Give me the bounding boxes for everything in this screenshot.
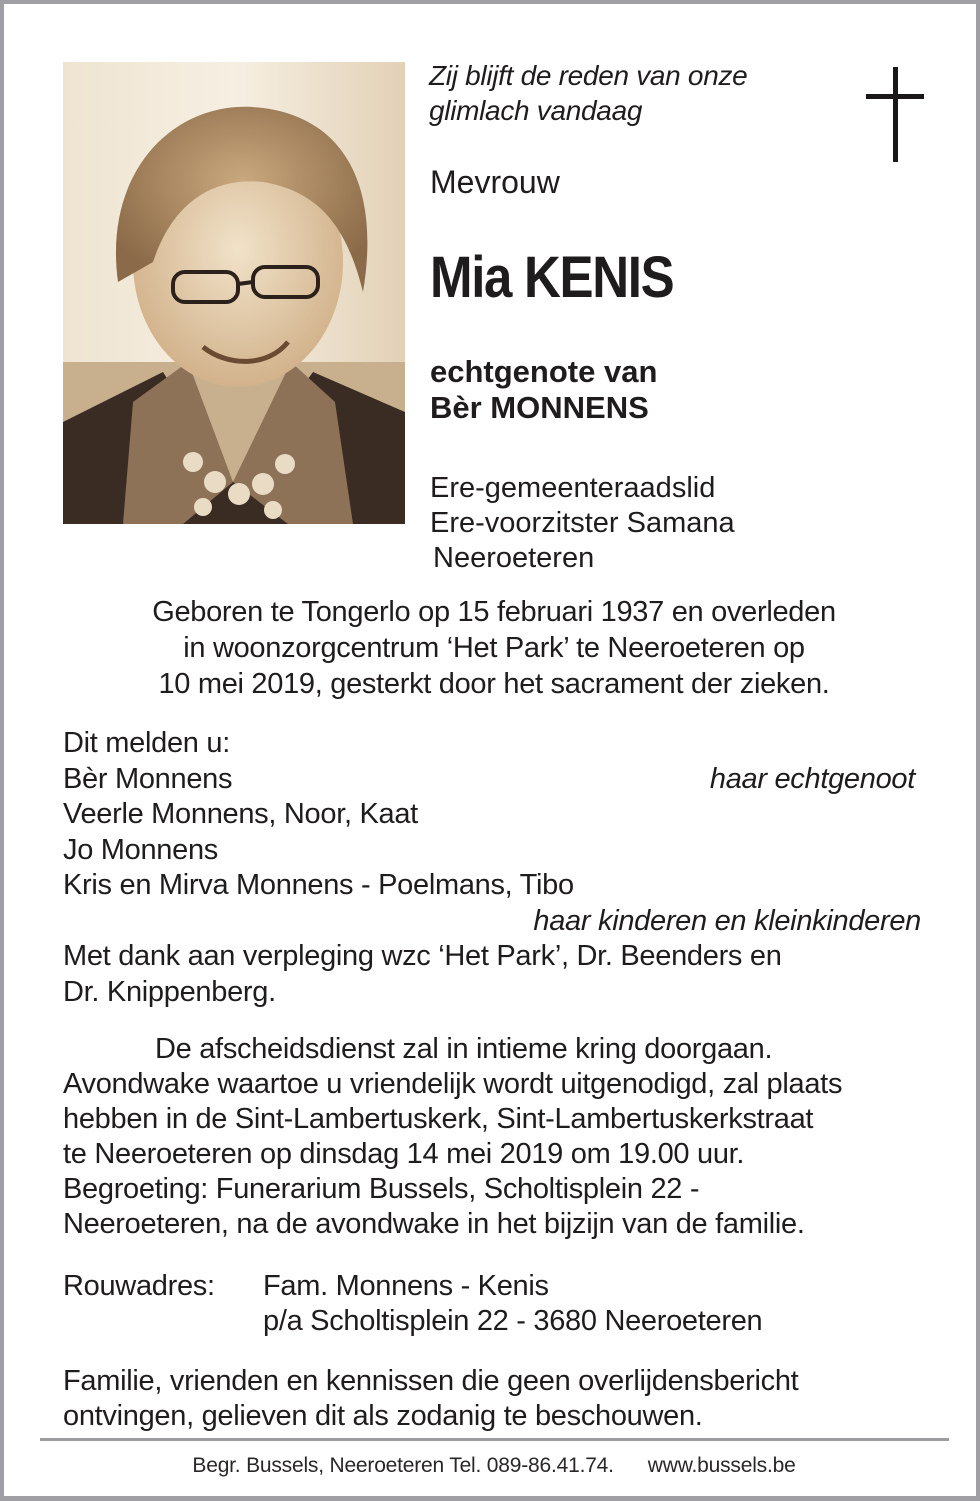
family-row: [63, 904, 923, 940]
family-row: [63, 868, 923, 904]
text-line: Familie, vrienden en kennissen die geen overlijdensbericht: [63, 1365, 799, 1397]
text-line: Begroeting: Funerarium Bussels, Scholtisplein 22 -: [63, 1173, 700, 1205]
title-line: Neeroeteren: [433, 542, 595, 574]
address-line: Fam. Monnens - Kenis: [263, 1270, 549, 1302]
obituary-card: [4, 4, 976, 1496]
cross-icon: [866, 67, 926, 163]
footer-divider: [40, 1438, 949, 1441]
closing-notice: [63, 1364, 933, 1434]
family-announcement: [63, 726, 923, 1010]
memorial-quote: [429, 58, 747, 128]
footer: [4, 1454, 980, 1478]
address-line: p/a Scholtisplein 22 - 3680 Neeroeteren: [263, 1305, 763, 1337]
spouse-info: [430, 354, 657, 426]
mourning-address: [63, 1269, 762, 1339]
text-line: De afscheidsdienst zal in intieme kring doorgaan.: [155, 1033, 773, 1065]
portrait-image: [63, 62, 405, 524]
quote-line: Zij blijft de reden van onze: [429, 60, 748, 91]
birth-death-info: [64, 594, 924, 702]
ceremony-info: [63, 1032, 933, 1242]
family-relation: haar echtgenoot: [709, 762, 915, 795]
text-line: te Neeroeteren op dinsdag 14 mei 2019 om 19.00 uur.: [63, 1138, 745, 1170]
funeral-home-contact: Begr. Bussels, Neeroeteren Tel. 089-86.41.74.: [192, 1454, 614, 1477]
family-relation: haar kinderen en kleinkinderen: [533, 904, 921, 937]
text-line: 10 mei 2019, gesterkt door het sacrament der zieken.: [158, 668, 830, 700]
quote-line: glimlach vandaag: [429, 95, 643, 126]
family-row: [63, 762, 923, 798]
spouse-line: echtgenote van: [430, 354, 658, 389]
family-member: Jo Monnens: [63, 833, 218, 866]
address-label: Rouwadres:: [63, 1270, 215, 1302]
text-line: Avondwake waartoe u vriendelijk wordt uitgenodigd, zal plaats: [63, 1068, 843, 1100]
portrait-photo: [63, 62, 405, 524]
family-member: Bèr Monnens: [63, 762, 233, 795]
honorary-titles: [430, 471, 735, 576]
family-member: Veerle Monnens, Noor, Kaat: [63, 798, 418, 830]
text-line: in woonzorgcentrum ‘Het Park’ te Neeroeteren op: [183, 632, 805, 664]
thanks-line: Dr. Knippenberg.: [63, 975, 276, 1008]
family-row: [63, 833, 923, 869]
title-line: Ere-gemeenteraadslid: [430, 472, 716, 504]
text-line: Neeroeteren, na de avondwake in het bijzijn van de familie.: [63, 1208, 805, 1240]
text-line: Geboren te Tongerlo op 15 februari 1937 en overleden: [152, 596, 836, 628]
salutation: Mevrouw: [430, 164, 560, 200]
deceased-name: Mia KENIS: [430, 245, 674, 310]
thanks-line: Met dank aan verpleging wzc ‘Het Park’, Dr. Beenders en: [63, 940, 782, 972]
family-member: Kris en Mirva Monnens - Poelmans, Tibo: [63, 869, 574, 901]
family-row: [63, 797, 923, 833]
text-line: ontvingen, gelieven dit als zodanig te beschouwen.: [63, 1400, 703, 1432]
title-line: Ere-voorzitster Samana: [430, 507, 735, 539]
website-link[interactable]: www.bussels.be: [647, 1454, 796, 1477]
spouse-name: Bèr MONNENS: [430, 390, 649, 425]
family-intro: Dit melden u:: [63, 727, 230, 759]
text-line: hebben in de Sint-Lambertuskerk, Sint-Lambertuskerkstraat: [63, 1103, 814, 1135]
